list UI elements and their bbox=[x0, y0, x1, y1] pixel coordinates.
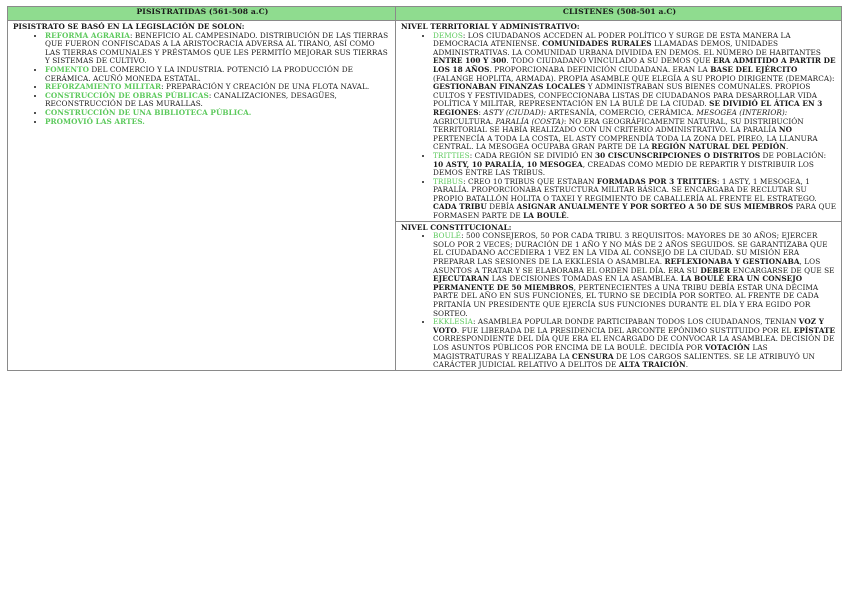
list-item: • REFORZAMIENTO MILITAR: PREPARACIÓN Y CREACIÓN DE UNA FLOTA NAVAL. bbox=[45, 83, 392, 92]
list-item: • CONSTRUCCIÓN DE UNA BIBLIOTECA PÚBLICA. bbox=[45, 109, 392, 118]
territorial-list bbox=[401, 32, 838, 221]
header-row bbox=[8, 7, 842, 21]
list-item: • FOMENTO DEL COMERCIO Y LA INDUSTRIA. POTENCIÓ LA PRODUCCIÓN DE CERÁMICA. ACUÑÓ MONEDA ESTATAL. bbox=[45, 66, 392, 83]
list-item-ekklesia: • EKKLESIA: ASAMBLEA POPULAR DONDE PARTICIPABAN TODOS LOS CIUDADANOS, TENIAN VOZ Y VOTO. FUE LIBERADA DE LA PRESIDENCIA DEL ARCONTE EPÓNIMO SUSTITUIDO POR EL EPÍSTATE CORRESPONDIENTE DEL DÍA QUE ERA EL ENCARGADO DE CONVOCAR LA ASAMBLEA. DECISIÓN DE LOS ASUNTOS PÚBLICOS POR ENCIMA DE LA BOULÉ. DECIDÍA POR VOTACIÓN LAS MAGISTRATURAS Y REALIZABA LA CENSURA DE LOS CARGOS SALIENTES. SE LE ATRIBUYÓ UN CARÁCTER JUDICIAL RELATIVO A DELITOS DE ALTA TRAICIÓN. bbox=[433, 318, 838, 370]
territorial-title: NIVEL TERRITORIAL Y ADMINISTRATIVO: bbox=[401, 22, 580, 31]
content-row bbox=[8, 21, 842, 222]
header-pisistratidas: PISISTRATIDAS (561-508 a.C) bbox=[8, 7, 396, 21]
list-item-tribus: • TRIBUS: CREO 10 TRIBUS QUE ESTABAN FORMADAS POR 3 TRITTIES: 1 ASTY, 1 MESOGEA, 1 PARALÍA. PROPORCIONABA ESTRUCTURA MILITAR BÁSICA. SE ENCARGABA DE RECLUTAR SU PROPIO BATALLÓN HOLITA O TAXEI Y REGIMIENTO DE CABALLERÍA AL FRENTE EL ESTRATEGO. CADA TRIBU DEBÍA ASIGNAR ANUALMENTE Y POR SORTEO A 50 DE SUS MIEMBROS PARA QUE FORMASEN PARTE DE LA BOULÉ. bbox=[433, 178, 838, 221]
constitutional-list bbox=[401, 232, 838, 370]
list-item-boule: • BOULÉ: 500 CONSEJEROS, 50 POR CADA TRIBU. 3 REQUISITOS: MAYORES DE 30 AÑOS; EJERCER SOLO POR 2 VECES; DURACIÓN DE 1 AÑO Y NO MÁS DE 2 AÑOS SEGUIDOS. SE GARANTIZABA QUE EL CIUDADANO ACCEDIERA 1 VEZ EN LA VIDA AL CONSEJO DE LA CIUDAD. SU MISIÓN ERA PREPARAR LAS SESIONES DE LA EKKLESIA O ASAMBLEA. REFLEXIONABA Y GESTIONABA, LOS ASUNTOS A TRATAR Y SE ELABORABA EL ORDEN DEL DÍA. ERA SU DEBER ENCARGARSE DE QUE SE EJECUTARAN LAS DECISIONES TOMADAS EN LA ASAMBLEA. LA BOULÉ ERA UN CONSEJO PERMANENTE DE 50 MIEMBROS, PERTENECIENTES A UNA TRIBU DEBÍA ESTAR UNA DÉCIMA PARTE DEL AÑO EN SUS FUNCIONES, EL TURNO SE DECIDÍA POR SORTEO. AL FRENTE DE CADA PRITANÍA UN PRESIDENTE QUE EJERCÍA SUS FUNCIONES DURANTE EL DÍA Y ERA EGIDO POR SORTEO. bbox=[433, 232, 838, 318]
list-item: • CONSTRUCCIÓN DE OBRAS PÚBLICAS: CANALIZACIONES, DESAGÜES, RECONSTRUCCIÓN DE LAS MURALLAS. bbox=[45, 92, 392, 109]
territorial-cell bbox=[396, 21, 842, 222]
list-item-tritties: • TRITTIES: CADA REGIÓN SE DIVIDIÓ EN 30 CISCUNSCRIPCIONES O DISTRITOS DE POBLACIÓN: 10 ASTY, 10 PARALÍA, 10 MESOGEA, CREADAS COMO MEDIO DE REPARTIR Y DISTRIBUIR LOS DEMOS ENTRE LAS TRIBUS. bbox=[433, 152, 838, 178]
list-item: • PROMOVIÓ LAS ARTES. bbox=[45, 118, 392, 127]
list-item: • REFORMA AGRARIA: BENEFICIO AL CAMPESINADO. DISTRIBUCIÓN DE LAS TIERRAS QUE FUERON CONFISCADAS A LA ARISTOCRACIA ADVERSA AL TIRANO, ASÍ COMO LAS TIERRAS COMUNALES Y PRÉSTAMOS QUE LES PERMITÍO MEJORAR SUS TIERRAS Y SISTEMAS DE CULTIVO. bbox=[45, 32, 392, 66]
document bbox=[7, 6, 841, 371]
comparison-table bbox=[7, 6, 842, 371]
header-clistenes: CLISTENES (508-501 a.C) bbox=[396, 7, 842, 21]
constitutional-cell bbox=[396, 221, 842, 370]
pisistrato-title: PISISTRATO SE BASÓ EN LA LEGISLACIÓN DE SOLON: bbox=[13, 22, 245, 31]
pisistratidas-cell bbox=[8, 21, 396, 371]
pisistrato-list bbox=[13, 32, 392, 127]
list-item-demos: • DEMOS: LOS CIUDADANOS ACCEDEN AL PODER POLÍTICO Y SURGE DE ESTA MANERA LA DEMOCRACIA ATENIENSE. COMUNIDADES RURALES LLAMADAS DEMOS, UNIDADES ADMINISTRATIVAS. LA COMUNIDAD URBANA DIVIDIDA EN DEMOS. EL NÚMERO DE HABITANTES ENTRE 100 Y 300. TODO CIUDADANO VINCULADO A SU DEMOS QUE ERA ADMITIDO A PARTIR DE LOS 18 AÑOS. PROPORCIONABA DEFINICIÓN CIUDADANA. ERAN LA BASE DEL EJÉRCITO (FALANGE HOPLITA, ARMADA). PROPIA ASAMBLE QUE ELEGÍA A SU PROPIO DIRIGENTE (DEMARCA): GESTIONABAN FINANZAS LOCALES Y ADMINISTRABAN SUS BIENES COMUNALES. PROPIOS CULTOS Y FESTIVIDADES, CONFECCIONABA LISTAS DE CIUDADANOS PARA DESARROLLAR VIDA POLÍTICA Y MILITAR, REPRESENTACIÓN EN LA BULÉ DE LA CIUDAD. SE DIVIDIÓ EL ÁTICA EN 3 REGIONES: ASTY (CIUDAD): ARTESANÍA, COMERCIO, CERÁMICA. MESOGEA (INTERIOR): AGRICULTURA. PARALÍA (COSTA): NO ERA GEOGRÁFICAMENTE NATURAL, SU DISTRIBUCIÓN TERRITORIAL SE HABÍA REALIZADO CON UN CRITERIO ADMINISTRATIVO. LA PARALÍA NO PERTENECÍA A TODA LA COSTA, EL ASTY COMPRENDÍA TODA LA ZONA DEL PIREO, LA LLANURA CENTRAL. LA MESOGEA OCUPABA GRAN PARTE DE LA REGIÓN NATURAL DEL PEDIÓN. bbox=[433, 32, 838, 152]
constitutional-title: NIVEL CONSTITUCIONAL: bbox=[401, 222, 512, 232]
